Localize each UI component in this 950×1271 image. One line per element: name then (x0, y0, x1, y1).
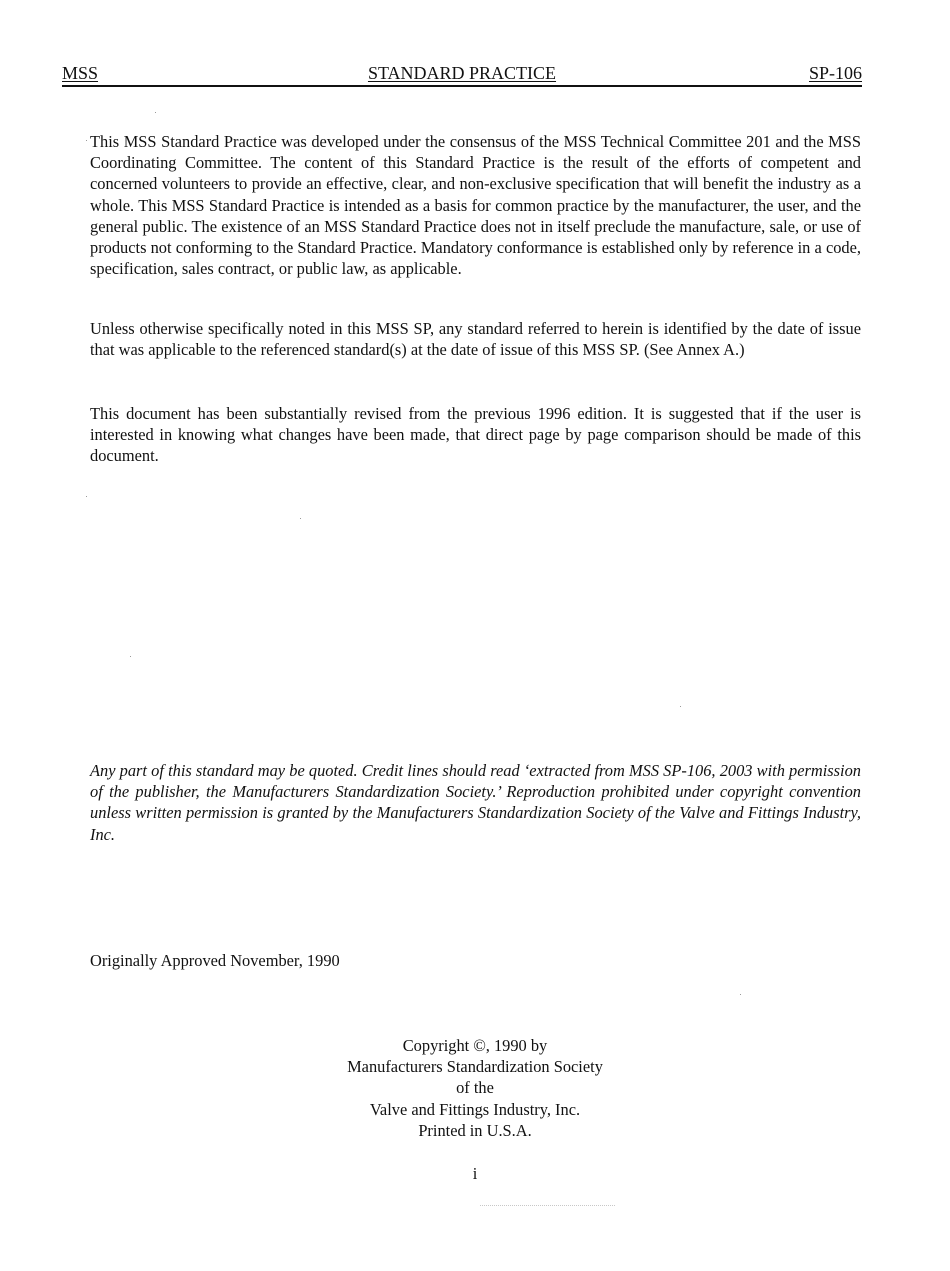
scan-speck (86, 140, 87, 141)
copyright-printed: Printed in U.S.A. (418, 1120, 532, 1140)
copyright-block (0, 1035, 950, 1141)
scan-speck (680, 706, 681, 707)
paragraph-revision-note: This document has been substantially revised from the previous 1996 edition. It is suggested that if the user is interested in knowing what changes have been made, that direct page by page comparison should be made of this document. (90, 404, 861, 466)
scan-speck (740, 994, 741, 995)
page-number: i (472, 1164, 478, 1183)
scan-artifact (480, 1205, 615, 1206)
page-header (62, 62, 862, 84)
scan-speck (155, 112, 156, 113)
paragraph-referenced-standards: Unless otherwise specifically noted in this MSS SP, any standard referred to herein is identified by the date of issue that was applicable to the referenced standard(s) at the date of issue of this MSS SP. (See Annex A.) (90, 319, 861, 360)
approval-date: Originally Approved November, 1990 (90, 951, 340, 970)
header-title: STANDARD PRACTICE (367, 63, 557, 83)
paragraph-consensus: This MSS Standard Practice was developed under the consensus of the MSS Technical Committee 201 and the MSS Coordinating Committee. The content of this Standard Practice is the result of the efforts of competent and concerned volunteers to provide an effective, clear, and non-exclusive specification that will benefit the industry as a whole. This MSS Standard Practice is intended as a basis for common practice by the manufacturer, the user, and the general public. The existence of an MSS Standard Practice does not in itself preclude the manufacture, sale, or use of products not conforming to the Standard Practice. Mandatory conformance is established only by reference in a code, specification, sales contract, or public law, as applicable. (90, 132, 861, 279)
scan-speck (130, 656, 131, 657)
header-rule (62, 85, 862, 87)
header-org: MSS (62, 63, 99, 83)
paragraph-quotation-permission: Any part of this standard may be quoted. Credit lines should read ‘extracted from MSS SP-106, 2003 with permission of the publisher, the Manufacturers Standardization Society.’ Reproduction prohibited under copyright convention unless written permission is granted by the Manufacturers Standardization Society of the Valve and Fittings Industry, Inc. (90, 761, 861, 844)
header-doc-number: SP-106 (808, 63, 862, 83)
scan-speck (86, 496, 87, 497)
copyright-industry: Valve and Fittings Industry, Inc. (369, 1099, 581, 1119)
copyright-society: Manufacturers Standardization Society (347, 1057, 603, 1077)
copyright-of-the: of the (456, 1078, 494, 1098)
scan-speck (300, 518, 301, 519)
copyright-line: Copyright ©, 1990 by (402, 1036, 548, 1055)
